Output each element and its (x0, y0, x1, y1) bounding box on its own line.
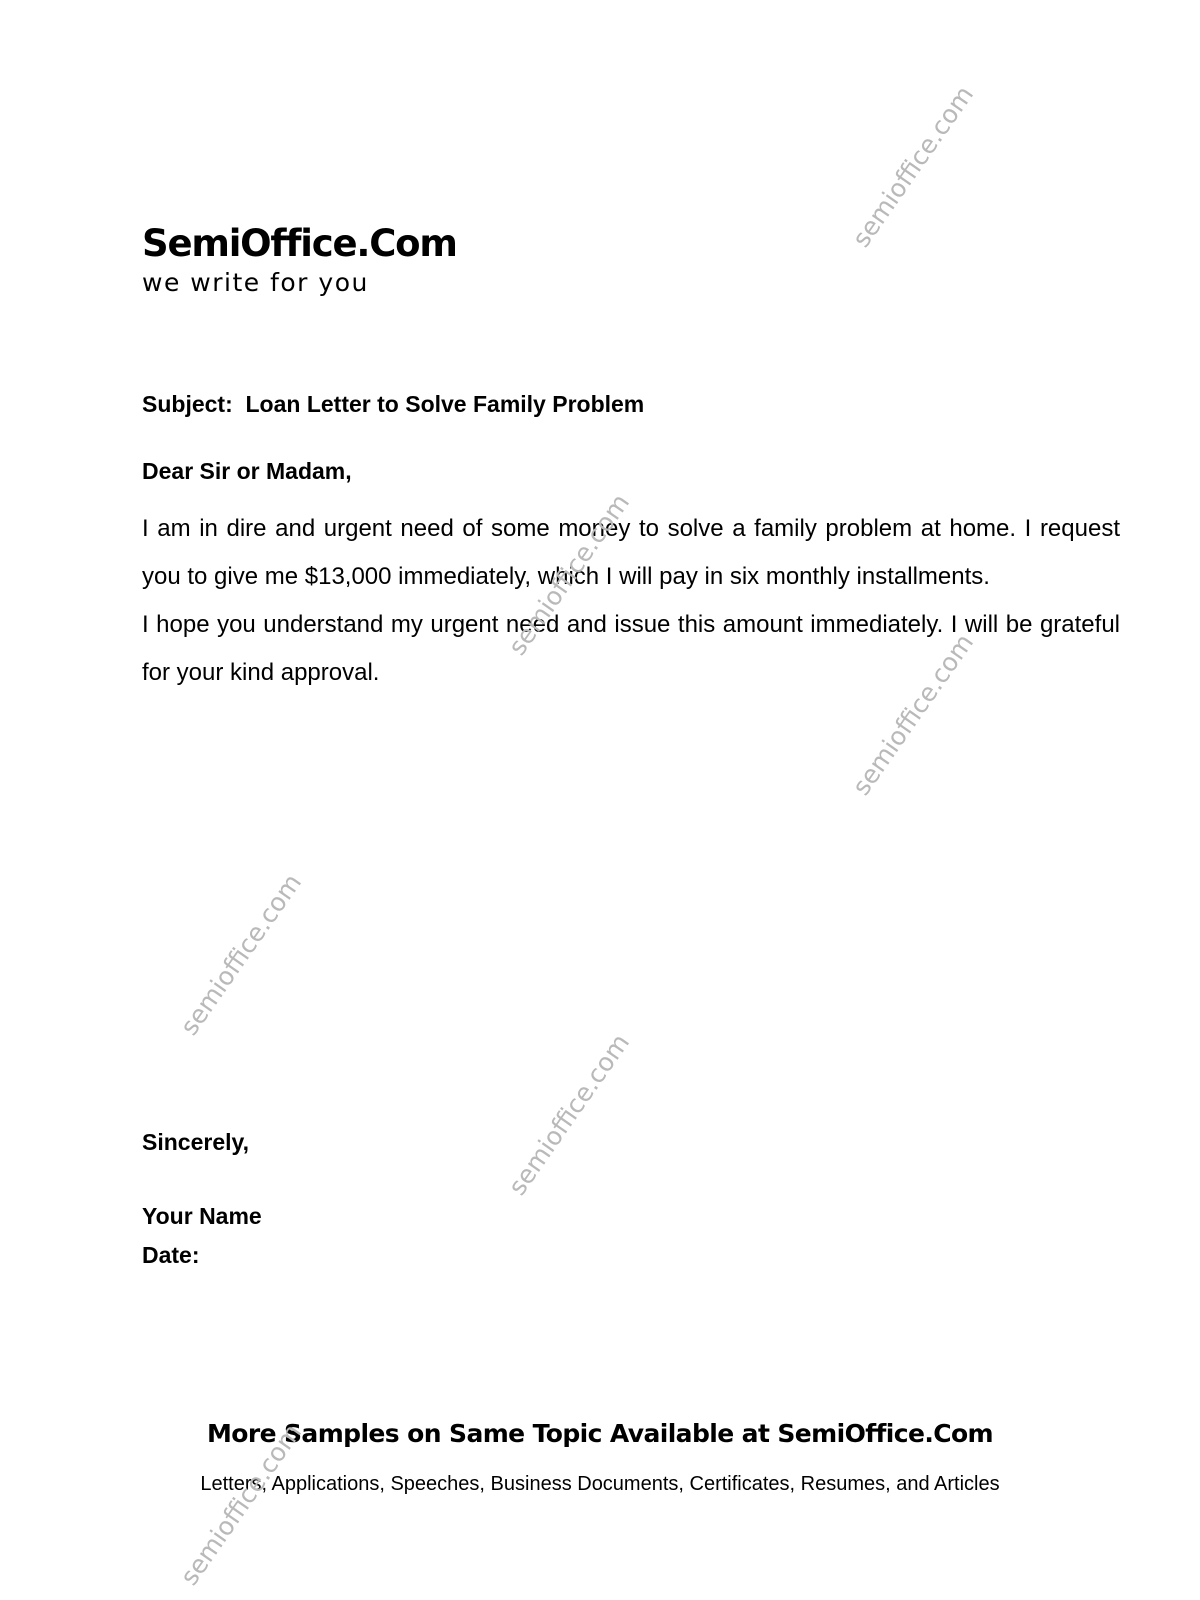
brand-tagline: we write for you (142, 268, 369, 297)
watermark: semioffice.com (502, 488, 636, 661)
date-label: Date: (142, 1242, 200, 1268)
watermark: semioffice.com (174, 1418, 308, 1591)
letter-body (142, 505, 1120, 697)
letter-subject: Subject: Loan Letter to Solve Family Problem (142, 391, 645, 417)
body-paragraph: I am in dire and urgent need of some money to solve a family problem at home. I request you to give me $13,000 immediately, which I will pay in six monthly installments. (142, 515, 1120, 590)
letter-salutation: Dear Sir or Madam, (142, 458, 352, 484)
watermark: semioffice.com (502, 1028, 636, 1201)
footer-title: More Samples on Same Topic Available at SemiOffice.Com (206, 1419, 993, 1448)
brand-name: SemiOffice.Com (142, 222, 457, 265)
watermark: semioffice.com (846, 628, 980, 801)
body-paragraph: I hope you understand my urgent need and issue this amount immediately. I will be grateful for your kind approval. (142, 611, 1120, 686)
letterhead (142, 222, 457, 298)
watermark: semioffice.com (174, 868, 308, 1041)
signer-name: Your Name (142, 1203, 262, 1229)
footer-subtitle: Letters, Applications, Speeches, Business Documents, Certificates, Resumes, and Articles (200, 1473, 1000, 1495)
letter-closing: Sincerely, (142, 1129, 249, 1155)
watermark: semioffice.com (846, 80, 980, 253)
